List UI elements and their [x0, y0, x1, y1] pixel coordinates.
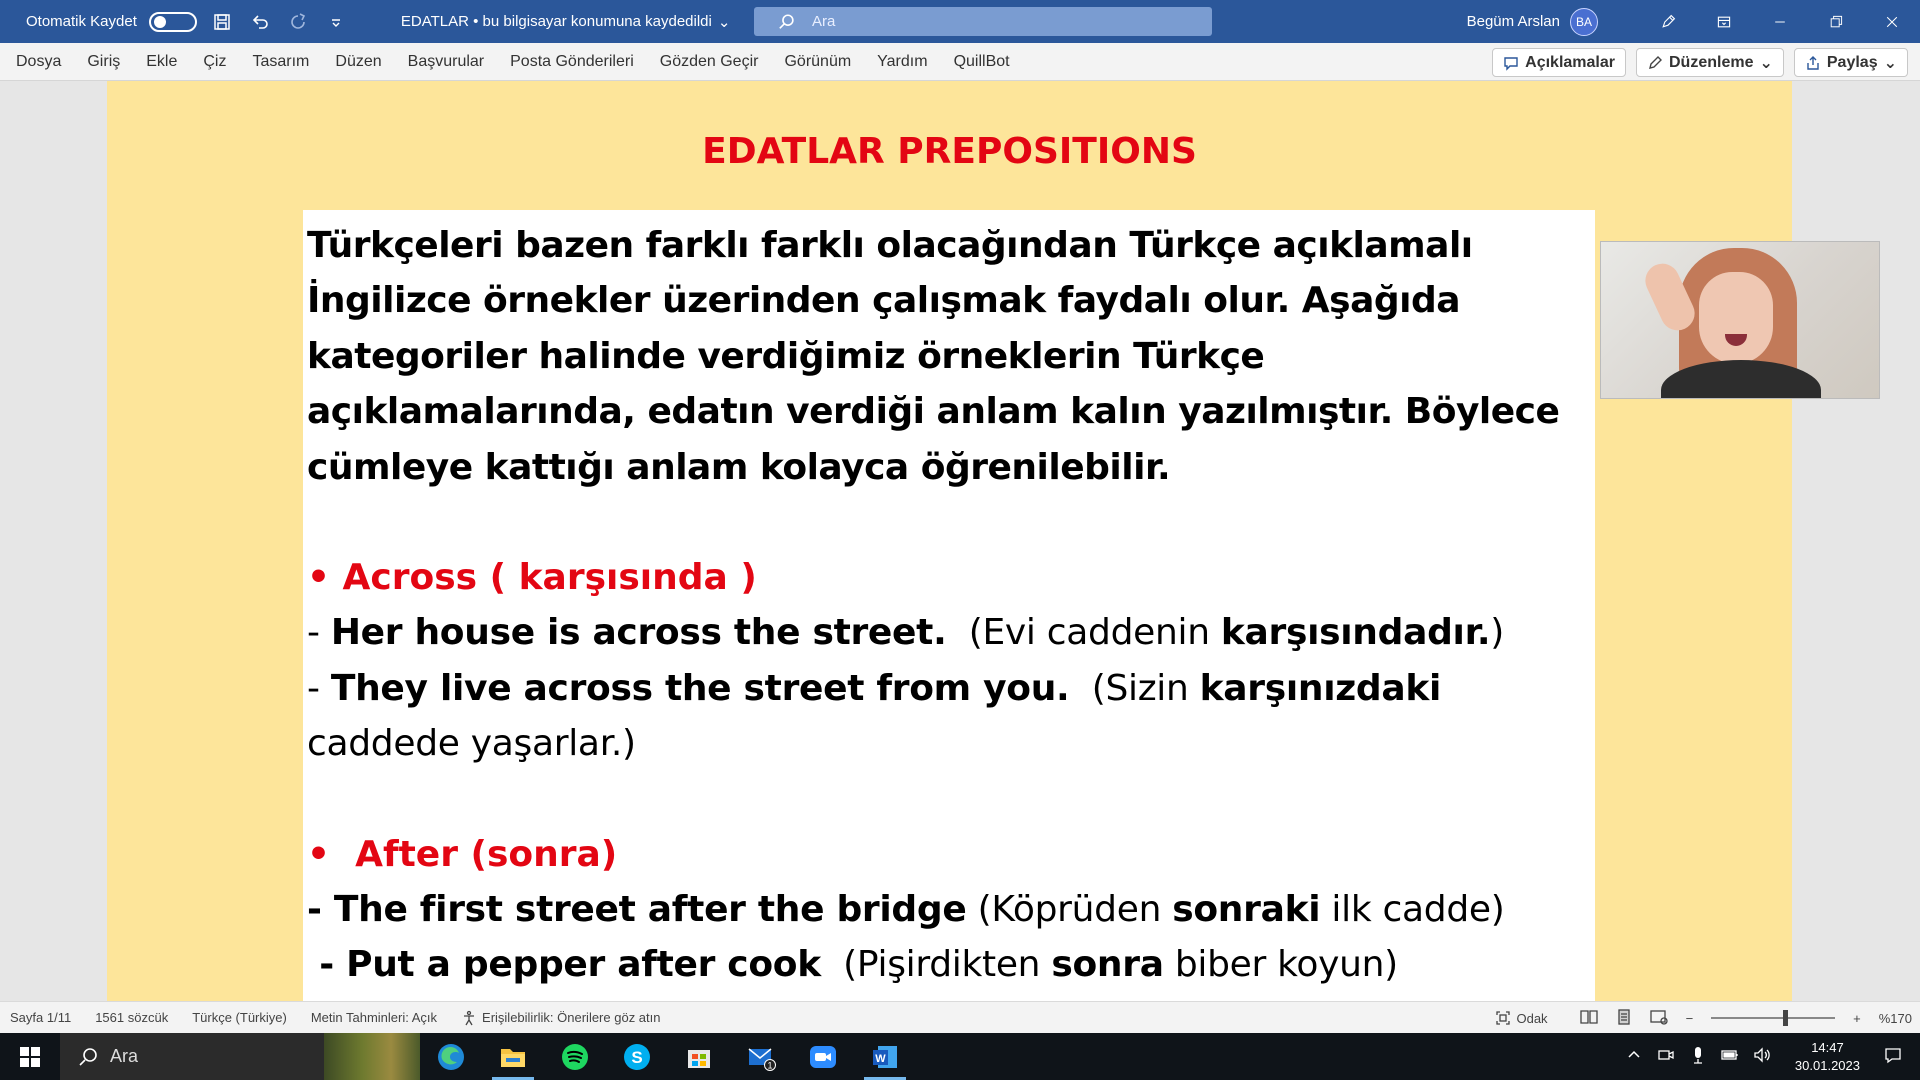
editing-button[interactable] [1636, 48, 1784, 77]
webcam-person-face [1699, 272, 1773, 364]
example-line [307, 882, 1597, 937]
restore-icon[interactable] [1808, 0, 1864, 43]
tab-duzen[interactable]: Düzen [335, 52, 382, 70]
empty-line [307, 495, 1597, 550]
bullet-after: • After (sonra) [307, 833, 618, 875]
comments-label: Açıklamalar [1525, 53, 1615, 71]
word-icon[interactable] [854, 1033, 916, 1080]
taskbar-clock[interactable] [1795, 1039, 1860, 1075]
taskbar-search[interactable] [60, 1033, 420, 1080]
minimize-icon[interactable] [1752, 0, 1808, 43]
search-placeholder: Ara [812, 13, 836, 30]
tab-ciz[interactable]: Çiz [203, 52, 227, 70]
chevron-down-icon: ⌄ [1759, 54, 1773, 72]
document-heading: EDATLAR PREPOSITIONS [702, 131, 1197, 172]
zoom-level[interactable]: %170 [1878, 1010, 1912, 1026]
tab-quillbot[interactable]: QuillBot [953, 52, 1010, 70]
chevron-down-icon: ⌄ [1883, 54, 1897, 72]
battery-icon[interactable] [1721, 1046, 1739, 1067]
redo-icon[interactable] [285, 9, 311, 35]
tab-tasarim[interactable]: Tasarım [252, 52, 310, 70]
word-count[interactable]: 1561 sözcük [95, 1010, 169, 1025]
intro-paragraph: Türkçeleri bazen farklı farklı olacağından Türkçe açıklamalı İngilizce örnekler üzerinden çalışmak faydalı olur. Aşağıda kategoriler halinde verdiğimiz örneklerin Türkçe açıklamalarında, edatın verdiği anlam kalın yazılmıştır. Böylece cümleye kattığı anlam kolayca öğrenilebilir. [307, 225, 1560, 488]
example-turkish-end: ilk cadde) [1320, 889, 1505, 931]
dash: - [307, 612, 331, 654]
empty-line [307, 772, 1597, 827]
share-button[interactable] [1794, 48, 1908, 77]
svg-text:S: S [631, 1047, 643, 1067]
accessibility-checker[interactable] [451, 1010, 660, 1026]
close-icon[interactable] [1864, 0, 1920, 43]
zoom-slider-thumb[interactable] [1783, 1010, 1788, 1026]
focus-icon [1495, 1010, 1511, 1026]
webcam-overlay[interactable] [1600, 241, 1880, 399]
save-icon[interactable] [209, 9, 235, 35]
autosave-label: Otomatik Kaydet [26, 13, 137, 30]
clock-date: 30.01.2023 [1794, 1057, 1860, 1073]
tab-ekle[interactable]: Ekle [146, 52, 178, 70]
share-icon [1805, 55, 1821, 71]
share-label: Paylaş [1826, 53, 1878, 71]
taskbar-search-label: Ara [110, 1046, 139, 1066]
search-icon [778, 13, 796, 31]
edge-icon[interactable] [420, 1033, 482, 1080]
editing-label: Düzenleme [1669, 53, 1754, 71]
example-line [307, 605, 1597, 660]
title-bar [0, 0, 1920, 43]
document-body[interactable] [307, 210, 1597, 993]
example-english: - Put a pepper after cook [307, 944, 821, 986]
svg-text:W: W [875, 1052, 886, 1065]
mail-icon[interactable] [730, 1033, 792, 1080]
meet-now-icon[interactable] [1657, 1046, 1675, 1067]
notification-icon[interactable] [1884, 1046, 1902, 1067]
microphone-icon[interactable] [1689, 1046, 1707, 1067]
example-turkish-end: ) [1490, 612, 1505, 654]
example-line [307, 661, 1597, 772]
example-turkish: (Pişirdikten [820, 944, 1052, 986]
example-english: They live across the street from you. [330, 667, 1070, 709]
focus-button[interactable] [1485, 1010, 1547, 1026]
system-tray [1625, 1033, 1920, 1080]
status-bar-right [1485, 1002, 1912, 1034]
windows-start-icon[interactable] [0, 1033, 60, 1080]
example-line [307, 937, 1597, 992]
clock-time: 14:47 [1811, 1039, 1844, 1055]
title-bar-right [1467, 0, 1920, 43]
document-title-text: EDATLAR • bu bilgisayar konumuna kaydedildi [400, 13, 712, 30]
quick-access-toolbar [0, 9, 730, 35]
comments-button[interactable] [1492, 48, 1626, 77]
undo-icon[interactable] [247, 9, 273, 35]
windows-taskbar [0, 1033, 1920, 1080]
autosave-toggle[interactable] [149, 12, 197, 32]
tab-gorunum[interactable]: Görünüm [784, 52, 852, 70]
tab-gozden-gecir[interactable]: Gözden Geçir [659, 52, 759, 70]
avatar[interactable]: BA [1570, 8, 1598, 36]
ribbon-actions [1492, 48, 1908, 77]
mail-badge: 1 [767, 1060, 773, 1070]
accessibility-icon [461, 1010, 477, 1026]
example-turkish: (Evi caddenin [946, 612, 1221, 654]
edit-pen-icon [1647, 55, 1663, 71]
tab-posta[interactable]: Posta Gönderileri [510, 52, 634, 70]
store-icon[interactable] [668, 1033, 730, 1080]
zoom-icon[interactable] [792, 1033, 854, 1080]
volume-icon[interactable] [1753, 1046, 1771, 1067]
ribbon-display-icon[interactable] [1696, 0, 1752, 43]
tab-basvurular[interactable]: Başvurular [407, 52, 485, 70]
focus-label: Odak [1516, 1010, 1548, 1026]
document-title[interactable] [401, 13, 731, 31]
example-english: Her house is across the street. [330, 612, 947, 654]
language-indicator[interactable]: Türkçe (Türkiye) [192, 1010, 287, 1025]
pen-icon[interactable] [1640, 0, 1696, 43]
search-icon [78, 1047, 98, 1067]
example-turkish-bold: karşısındadır. [1220, 612, 1491, 654]
dash: - [307, 667, 331, 709]
chevron-up-icon[interactable] [1625, 1046, 1643, 1067]
print-layout-icon[interactable] [1616, 1009, 1632, 1028]
accessibility-label: Erişilebilirlik: Önerilere göz atın [482, 1010, 661, 1025]
file-explorer-icon[interactable] [482, 1033, 544, 1080]
page-count[interactable]: Sayfa 1/11 [10, 1010, 72, 1025]
zoom-slider[interactable] [1711, 1017, 1835, 1019]
bullet-across: • Across ( karşısında ) [307, 557, 757, 599]
web-layout-icon[interactable] [1650, 1009, 1668, 1028]
search-highlight-image [324, 1033, 420, 1080]
text-predictions[interactable]: Metin Tahminleri: Açık [310, 1010, 438, 1025]
tab-giris[interactable]: Giriş [87, 52, 121, 70]
tab-yardim[interactable]: Yardım [877, 52, 928, 70]
zoom-out-button[interactable]: − [1685, 1010, 1694, 1026]
customize-toolbar-icon[interactable] [323, 9, 349, 35]
example-turkish: (Sizin [1069, 667, 1200, 709]
example-turkish-bold: sonraki [1172, 889, 1321, 931]
comment-icon [1503, 55, 1519, 71]
search-input[interactable] [754, 7, 1212, 36]
example-turkish-bold: karşınızdaki [1199, 667, 1442, 709]
example-turkish-end: biber koyun) [1163, 944, 1398, 986]
zoom-in-button[interactable]: + [1853, 1010, 1861, 1026]
status-bar [0, 1001, 1920, 1033]
user-name[interactable]: Begüm Arslan [1466, 13, 1560, 30]
example-turkish-end: caddede yaşarlar.) [307, 723, 636, 765]
tab-dosya[interactable]: Dosya [16, 52, 62, 70]
ribbon-tabs [0, 43, 1920, 81]
spotify-icon[interactable] [544, 1033, 606, 1080]
chevron-down-icon: ⌄ [717, 13, 731, 31]
read-mode-icon[interactable] [1580, 1009, 1598, 1028]
example-turkish-bold: sonra [1051, 944, 1164, 986]
skype-icon[interactable] [606, 1033, 668, 1080]
document-canvas[interactable] [0, 81, 1920, 1001]
example-turkish: (Köprüden [966, 889, 1173, 931]
example-english: - The first street after the bridge [307, 889, 967, 931]
